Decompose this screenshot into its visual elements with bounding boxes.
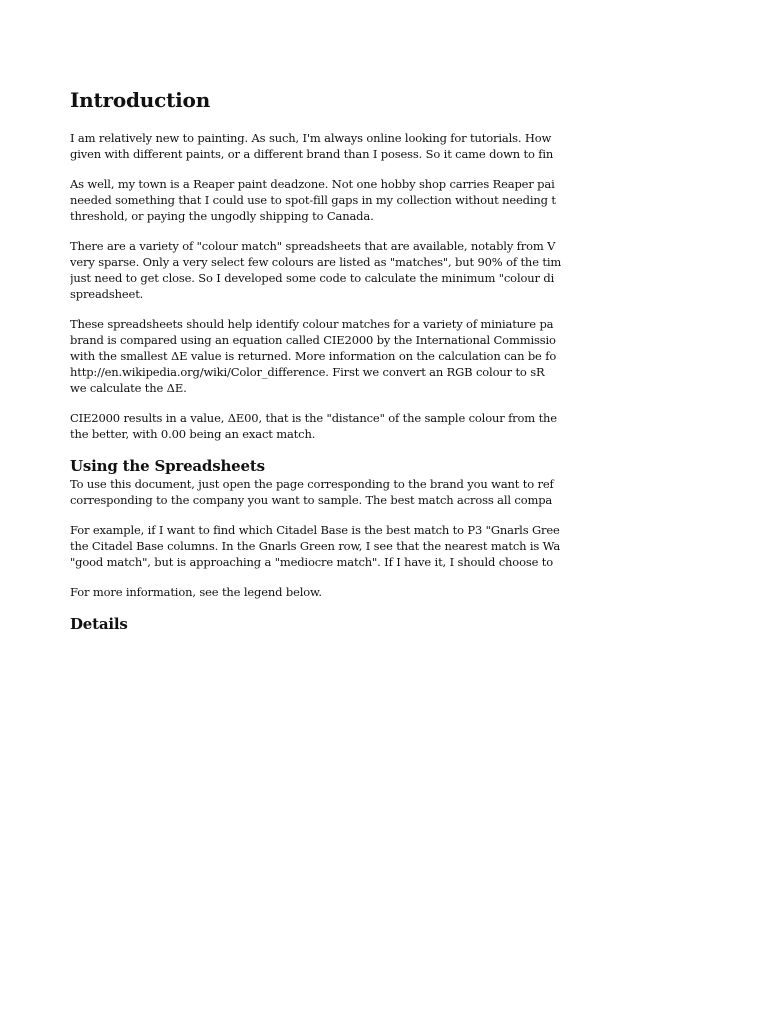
- document-body: [70, 86, 590, 634]
- text-line: http://en.wikipedia.org/wiki/Color_difference. First we convert an RGB colour to sR: [70, 365, 545, 379]
- text-line: very sparse. Only a very select few colours are listed as "matches", but 90% of the tim: [70, 255, 562, 269]
- text-line: CIE2000 results in a value, ΔE00, that is the "distance" of the sample colour from the: [70, 411, 557, 425]
- intro-paragraph-5: [70, 410, 590, 442]
- text-line: "good match", but is approaching a "mediocre match". If I have it, I should choose to: [70, 555, 554, 569]
- text-line: As well, my town is a Reaper paint deadzone. Not one hobby shop carries Reaper pai: [70, 177, 555, 191]
- section-heading-using: Using the Spreadsheets: [70, 457, 265, 475]
- intro-paragraph-3: [70, 238, 590, 302]
- text-line: with the smallest ΔE value is returned. More information on the calculation can be fo: [70, 349, 557, 363]
- using-paragraph-1: [70, 476, 590, 508]
- intro-paragraph-2: [70, 176, 590, 224]
- text-line: needed something that I could use to spot-fill gaps in my collection without needing t: [70, 193, 556, 207]
- text-line: These spreadsheets should help identify colour matches for a variety of miniature pa: [70, 317, 554, 331]
- text-line: To use this document, just open the page corresponding to the brand you want to ref: [70, 477, 554, 491]
- page-title: Introduction: [70, 88, 211, 112]
- text-line: For example, if I want to find which Citadel Base is the best match to P3 "Gnarls Gree: [70, 523, 560, 537]
- text-line: just need to get close. So I developed some code to calculate the minimum "colour di: [70, 271, 555, 285]
- using-paragraph-3: [70, 584, 590, 600]
- text-line: brand is compared using an equation called CIE2000 by the International Commissio: [70, 333, 556, 347]
- using-paragraph-2: [70, 522, 590, 570]
- text-line: we calculate the ΔE.: [70, 381, 187, 395]
- text-line: I am relatively new to painting. As such, I'm always online looking for tutorials. How: [70, 131, 552, 145]
- text-line: given with different paints, or a different brand than I posess. So it came down to fin: [70, 147, 554, 161]
- text-line: spreadsheet.: [70, 287, 144, 301]
- intro-paragraph-1: [70, 130, 590, 162]
- section-heading-details: Details: [70, 615, 128, 633]
- text-line: the Citadel Base columns. In the Gnarls Green row, I see that the nearest match is Wa: [70, 539, 561, 553]
- text-line: threshold, or paying the ungodly shipping to Canada.: [70, 209, 374, 223]
- text-line: For more information, see the legend below.: [70, 585, 322, 599]
- text-line: corresponding to the company you want to sample. The best match across all compa: [70, 493, 553, 507]
- text-line: There are a variety of "colour match" spreadsheets that are available, notably from V: [70, 239, 556, 253]
- text-line: the better, with 0.00 being an exact match.: [70, 427, 316, 441]
- intro-paragraph-4: [70, 316, 590, 396]
